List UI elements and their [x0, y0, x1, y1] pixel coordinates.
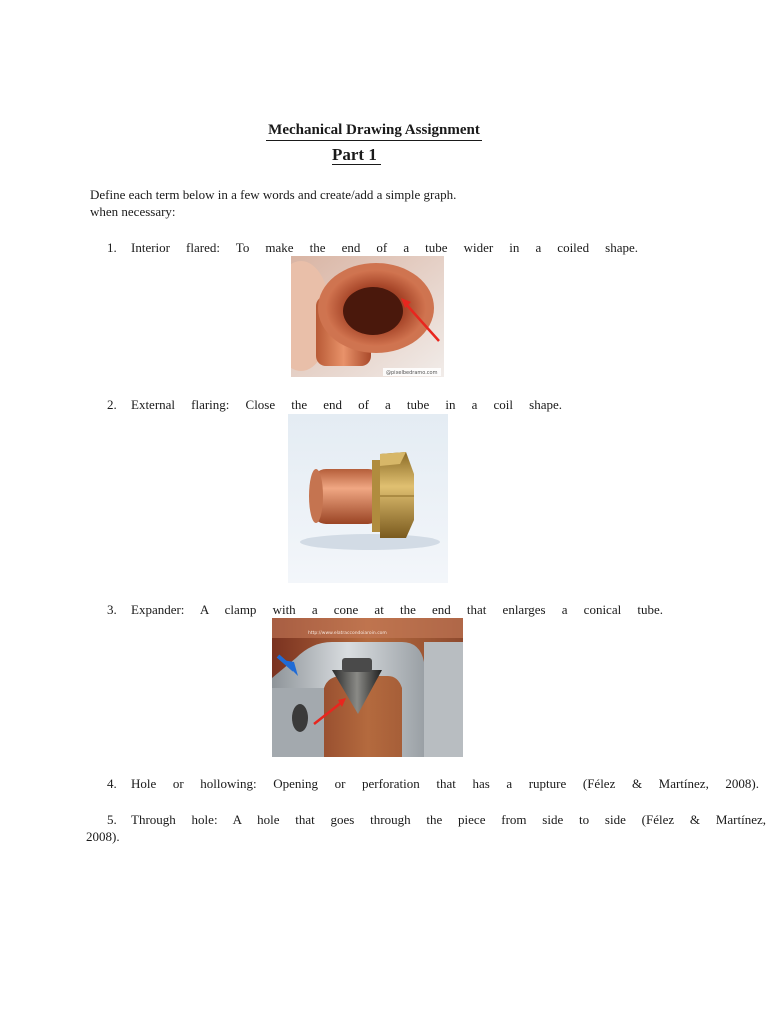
- list-item-number: 3.: [107, 602, 117, 617]
- list-item: [107, 601, 663, 618]
- page-subtitle: Part 1: [332, 145, 381, 165]
- list-item: [107, 396, 562, 413]
- list-item-text: Through hole: A hole that goes through the piece from side to side (Félez & Martínez,: [131, 812, 766, 827]
- intro-paragraph: [90, 186, 510, 220]
- external-flaring-photo: [288, 414, 448, 583]
- list-item-text: Interior flared: To make the end of a tube wider in a coiled shape.: [131, 240, 638, 255]
- interior-flared-photo: [291, 256, 444, 377]
- list-item-number: 2.: [107, 397, 117, 412]
- list-item: [107, 239, 638, 256]
- list-item: [107, 811, 766, 828]
- image-watermark: @pixelbedramo.com: [386, 370, 438, 376]
- list-item-number: 5.: [107, 812, 117, 827]
- list-item-text: Expander: A clamp with a cone at the end that enlarges a conical tube.: [131, 602, 663, 617]
- intro-line-2: when necessary:: [90, 204, 176, 219]
- list-item-number: 4.: [107, 776, 117, 791]
- list-item-continuation: 2008).: [86, 829, 120, 844]
- page-title: Mechanical Drawing Assignment: [0, 121, 768, 141]
- list-item-text: External flaring: Close the end of a tube in a coil shape.: [131, 397, 562, 412]
- list-item-number: 1.: [107, 240, 117, 255]
- expander-photo: [272, 618, 463, 757]
- intro-line-1: Define each term below in a few words and create/add a simple graph.: [90, 187, 457, 202]
- list-item: [107, 775, 759, 792]
- image-watermark: http://www.elatraccondoiaroin.com: [308, 631, 387, 636]
- list-item-text: Hole or hollowing: Opening or perforation that has a rupture (Félez & Martínez, 2008).: [131, 776, 759, 791]
